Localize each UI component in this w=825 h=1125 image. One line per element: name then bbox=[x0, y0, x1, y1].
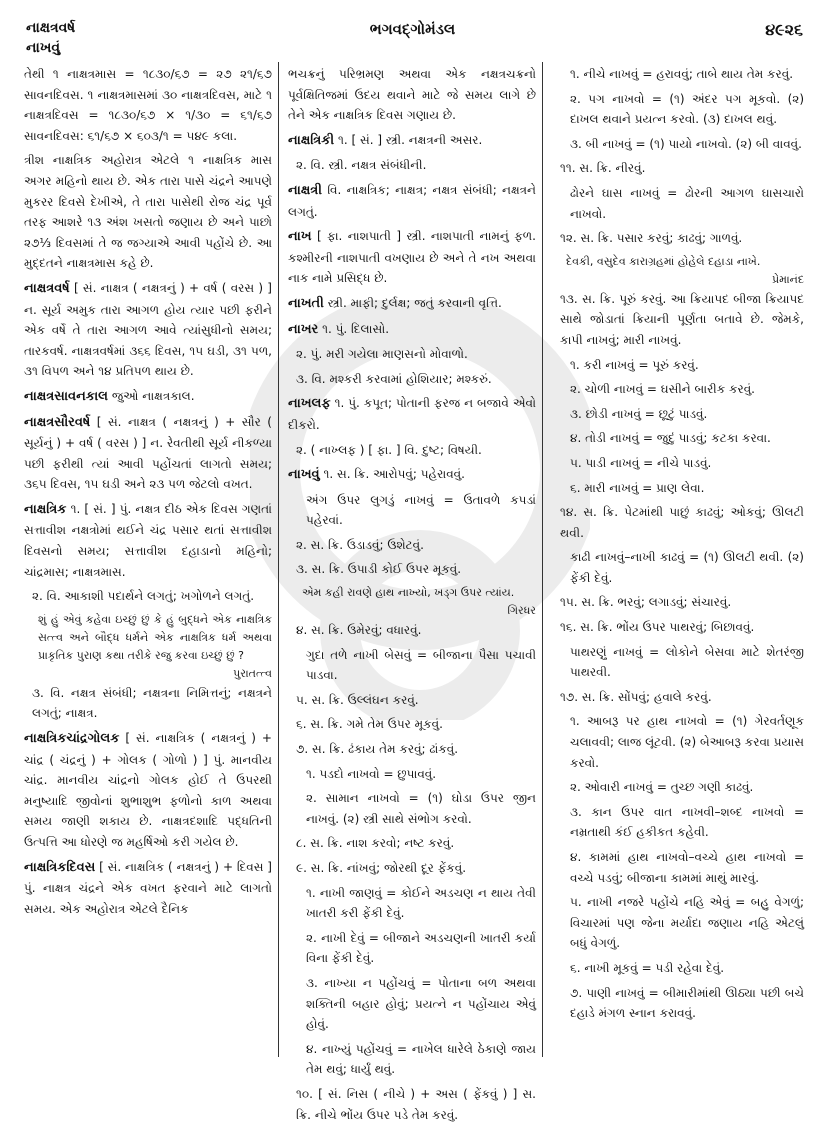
entry-idiom: ૬. મારી નાખવું = પ્રાણ લેવા. bbox=[570, 480, 705, 495]
column-divider bbox=[542, 62, 543, 1057]
entry-idiom: ૩. બી નાખવું = (૧) પાયો નાખવો. (૨) બી વાવવું. bbox=[570, 136, 802, 151]
entry-idiom: કાઢી નાખવું–નાખી કાઢવું = (૧) ઊલટી થવી. (૨) ફેંકી દેવું. bbox=[570, 550, 804, 585]
dictionary-entry bbox=[24, 386, 272, 408]
entry-sense: ૨. વિ. આકાશી પદાર્થને લગતું; ખગોળને લગતું. bbox=[32, 589, 255, 604]
entry-sense: ૨. સ. ક્રિ. ઉડાડવું; ઉશેટવું. bbox=[296, 537, 424, 552]
dictionary-entry bbox=[288, 226, 536, 289]
quote-source: પ્રેમાનંદ bbox=[772, 272, 804, 286]
entry-sense: ૨. વિ. સ્ત્રી. નક્ષત્ર સંબંધીની. bbox=[296, 158, 427, 173]
entry-idiom: ૨. પગ નાખવો = (૧) અંદર પગ મૂકવો. (૨) દાખલ થવાને પ્રયત્ન કરવો. (૩) દાખલ થવું. bbox=[570, 91, 804, 127]
quote-text: દેવકી, વસુદેવ કારાગ્રહમાં હોહેલે દહાડા નાખે. bbox=[566, 254, 761, 268]
dictionary-entry bbox=[24, 412, 272, 495]
entry-sense: ૪. સ. ક્રિ. ઉમેરવું; વધારવું. bbox=[296, 623, 422, 638]
entry-idiom: ૪. કામમાં હાથ નાખવો–વચ્ચે હાથ નાખવો = વચ્ચે પડવું; બીજાના કામમાં માથું મારવું. bbox=[570, 850, 804, 885]
entry-sense: ૬. સ. ક્રિ. ગમે તેમ ઉપર મૂકવું. bbox=[296, 717, 443, 732]
entry-sense: ૧૭. સ. ક્રિ. સોંપવું; હવાલે કરવું. bbox=[560, 689, 712, 704]
entry-sense: ૧૦. [ સં. નિસ ( નીચે ) + અસ ( ફેંકવું ) ] સ. ક્રિ. નીચે ભોંય ઉપર પડે તેમ કરવું. bbox=[296, 1086, 536, 1122]
entry-definition: જુઓ નાક્ષત્રકાલ. bbox=[111, 388, 195, 403]
entry-definition: ૧. [ સં. ] પું. નક્ષત્ર દીઠ એક દિવસ ગણતાં સત્તાવીશ નક્ષત્રોમાં થઈને ચંદ્ર પસાર થતાં સત્તાવીશ દિવસનો સમય; સત્તાવીશ દહાડાનો મહિનો; ચાંદ્રમાસ; નાક્ષત્રમાસ. bbox=[24, 501, 272, 579]
dictionary-entry bbox=[24, 728, 272, 853]
entry-idiom: ૪. તોડી નાખવું = જુદું પાડવું; કટકા કરવા. bbox=[570, 431, 771, 446]
entry-sense: ૨. પું. મરી ગયેલા માણસનો મોવાળો. bbox=[296, 347, 468, 362]
entry-idiom: ૧. કરી નાખવું = પૂરું કરવું. bbox=[570, 357, 699, 372]
entry-definition: ૧. પું. દિલાસો. bbox=[322, 321, 390, 336]
entry-continuation: તેથી ૧ નાક્ષત્રમાસ = ૧૮૩૦/૬૭ = ૨૭ ૨૧/૬૭ સાવનદિવસ. ૧ નાક્ષત્રમાસમાં ૩૦ નાક્ષત્રદિવસ, માટે ૧ નાક્ષત્રદિવસ = ૧૮૩૦/૬૭ × ૧/૩૦ = ૬૧/૬૭ સાવનદિવસ: ૬૧/૬૭ × ૬૦૩/૧ = ૫૪૯ કલા. bbox=[24, 67, 272, 143]
dictionary-entry bbox=[288, 393, 536, 435]
dictionary-entry bbox=[24, 857, 272, 920]
entry-idiom: ૩. છોડી નાખવું = છૂટું પાડવું. bbox=[570, 406, 708, 421]
column-2 bbox=[288, 64, 536, 1122]
citation-quote bbox=[288, 584, 536, 620]
entry-headword: નાક્ષત્રી bbox=[288, 182, 323, 198]
entry-sense: ૧૧. સ. ક્રિ. નીરવું. bbox=[560, 161, 646, 176]
page-header bbox=[0, 8, 825, 56]
entry-headword: નાક્ષત્રિકદિવસ bbox=[24, 859, 96, 875]
entry-headword: નાખવું bbox=[288, 467, 320, 483]
entry-idiom: ૩. નાખ્યા ન પહોંચવું = પોતાના બળ અથવા શક્તિની બહાર હોવું; પ્રયત્ને ન પહોંચાય એવું હોવું. bbox=[306, 975, 536, 1032]
entry-continuation: ત્રીશ નાક્ષત્રિક અહોરાત્ર એટલે ૧ નાક્ષત્રિક માસ અગર મહિનો થાય છે. એક તારા પાસે ચંદ્રને આપણે મુકરર દિવસે દેખીએ, તે તારા પાસેથી રોજ ચંદ્ર પૂર્વ તરફ આશરે ૧૩ અંશ ખસતો જણાય છે અને પાછો ૨૭⅓ દિવસમાં તે જ જગ્યાએ આવી પહોંચે છે. આ મુદ્દતને નાક્ષત્રમાસ કહે છે. bbox=[24, 153, 272, 271]
entry-definition: ૧. પું. કપૂત; પોતાની ફરજ ન બજાવે એવો દીકરો. bbox=[288, 396, 536, 432]
guide-word-first: નાક્ષત્રવર્ષ bbox=[26, 20, 76, 36]
entry-headword: નાખલફ bbox=[288, 396, 331, 412]
entry-headword: નાખતી bbox=[288, 295, 324, 311]
entry-sense: ૫. સ. ક્રિ. ઉલ્લંઘન કરવું. bbox=[296, 692, 419, 707]
entry-definition: [ સં. નાક્ષત્ર ( નક્ષત્રનું ) + સૌર ( સૂર્યનું ) + વર્ષ ( વરસ ) ] ન. રેવતીથી સૂર્ય નીકળ્યા પછી ફરીથી ત્યાં આવી પહોંચતાં લાગતો સમય; ૩૬૫ દિવસ, ૧૫ ઘડી અને ૨૩ પળ જેટલો વખત. bbox=[24, 414, 272, 492]
entry-definition: [ સં. નાક્ષત્રિક ( નક્ષત્રનું ) + દિવસ ] પું. નાક્ષત્ર ચંદ્રને એક વખત ફરવાને માટે લાગતો સમય. એક અહોરાત્ર એટલે દૈનિક bbox=[24, 859, 272, 916]
dictionary-entry bbox=[288, 293, 536, 315]
entry-headword: નાક્ષત્રસૌરવર્ષ bbox=[24, 414, 91, 430]
entry-sense: ૩. વિ. મશ્કરી કરવામાં હોશિયાર; મશ્કરું. bbox=[296, 371, 492, 386]
entry-idiom: ૧. આબરૂ પર હાથ નાખવો = (૧) ગેરવર્તણૂક ચલાવવી; લાજ લૂંટવી. (૨) બેઆબરૂ કરવા પ્રયાસ કરવો. bbox=[570, 714, 804, 770]
entry-continuation: ભચક્રનું પરિભ્રમણ અથવા એક નક્ષત્રચક્રનો પૂર્વક્ષિતિજમાં ઉદય થવાને માટે જે સમય લાગે છે તેને એક નાક્ષત્રિક દિવસ ગણાય છે. bbox=[288, 67, 536, 123]
entry-headword: નાક્ષત્રસાવનકાલ bbox=[24, 388, 108, 404]
dictionary-entry bbox=[288, 130, 536, 152]
entry-sense: ૩. સ. ક્રિ. ઉપાડી કોઈ ઉપર મૂકવું. bbox=[296, 562, 462, 577]
entry-sense: ૮. સ. ક્રિ. નાશ કરવો; નષ્ટ કરવું. bbox=[296, 836, 455, 851]
entry-headword: નાક્ષત્રિક bbox=[24, 501, 67, 517]
entry-definition: સ્ત્રી. માફી; દુર્લક્ષ; જતું કરવાની વૃત્તિ. bbox=[327, 295, 502, 310]
entry-idiom: ૪. નાખ્યું પહોંચવું = નાખેલ ધારેલે ઠેકાણે જાય તેમ થવું; ધાર્યું થવું. bbox=[306, 1041, 536, 1077]
entry-idiom: ૫. પાડી નાખવું = નીચે પાડવું. bbox=[570, 455, 712, 470]
entry-definition: [ ફા. નાશપાતી ] સ્ત્રી. નાશપાતી નામનું ફળ. કશ્મીરની નાશપાતી વખણાય છે અને તે નખ અથવા નાક નામે પ્રસિદ્ધ છે. bbox=[288, 229, 536, 286]
dictionary-entry bbox=[24, 499, 272, 582]
entry-definition: ૧. સ. ક્રિ. આરોપવું; પહેરાવવું. bbox=[323, 467, 465, 482]
entry-definition: ૧. [ સં. ] સ્ત્રી. નક્ષત્રની અસર. bbox=[337, 132, 483, 147]
quote-source: ગિરધર bbox=[507, 604, 536, 618]
entry-idiom: ૭. પાણી નાખવું = બીમારીમાંથી ઊઠ્યા પછી બચે દહાડે મંગળ સ્નાન કરાવવું. bbox=[570, 985, 804, 1021]
entry-idiom: ૨. સામાન નાખવો = (૧) ઘોડા ઉપર જીન નાખવું. (૨) સ્ત્રી સાથે સંભોગ કરવો. bbox=[306, 791, 536, 826]
column-3 bbox=[552, 64, 804, 1069]
dictionary-entry bbox=[24, 278, 272, 382]
page-number: ૪૯૨૬ bbox=[765, 20, 803, 39]
entry-headword: નાખર bbox=[288, 321, 319, 337]
quote-text: શું હું એવું કહેવા ઇચ્છું છું કે હું બુદ્ધને એક નાક્ષત્રિક સત્ત્વ અને બૌદ્ધ ધર્મને એક નાક્ષત્રિક ધર્મ અથવા પ્રાકૃતિક પુરાણ કથા તરીકે રજુ કરવા ઇચ્છું છું ? bbox=[38, 612, 272, 662]
entry-idiom: ૧. નીચે નાખવું = હરાવવું; તાબે થાય તેમ કરવું. bbox=[570, 67, 794, 81]
citation-quote bbox=[24, 611, 272, 683]
entry-idiom: ઢોરને ઘાસ નાખવું = ઢોરની આગળ ઘાસચારો નાખવો. bbox=[570, 185, 804, 221]
entry-definition: [ સં. નાક્ષત્ર ( નક્ષત્રનું ) + વર્ષ ( વરસ ) ] ન. સૂર્ય અમુક તારા આગળ હોય ત્યાર પછી ફરીને એક વર્ષે તે તારા આગળ આવે ત્યાંસુધીનો સમય; તારકવર્ષ. નાક્ષત્રવર્ષમાં ૩૬૬ દિવસ, ૧૫ ઘડી, ૩૧ પળ, ૩૧ વિપળ અને ૧૪ પ્રતિપળ થાય છે. bbox=[24, 280, 272, 379]
entry-sense: ૧૨. સ. ક્રિ. પસાર કરવું; કાઢવું; ગાળવું. bbox=[560, 231, 743, 246]
entry-idiom: ૨. નાખી દેવું = બીજાને અડચણની ખાતરી કર્યા વિના ફેંકી દેવું. bbox=[306, 930, 536, 966]
entry-sense: ૩. વિ. નક્ષત્ર સંબંધી; નક્ષત્રના નિમિત્તનું; નક્ષત્રને લગતું; નાક્ષત્ર. bbox=[32, 685, 272, 721]
quote-source: પુરાતત્ત્વ bbox=[233, 666, 272, 680]
entry-sense: ૨. ( નાખ્લફ ) [ ફા. ] વિ. દુષ્ટ; વિષયી. bbox=[296, 442, 482, 457]
entry-sense: ૯. સ. ક્રિ. નાંખવું; જોરથી દૂર ફેંકવું. bbox=[296, 861, 467, 875]
entry-sense: ૧૩. સ. ક્રિ. પૂરું કરવું. આ ક્રિયાપદ બીજા ક્રિયાપદ સાથે જોડાતાં ક્રિયાની પૂર્ણતા બતાવે છે. જેમકે, કાપી નાખવું; મારી નાખવું. bbox=[560, 291, 804, 347]
entry-idiom: ૧. પડદો નાખવો = છુપાવવું. bbox=[306, 766, 437, 781]
book-title: ભગવદ્ગોમંડલ bbox=[369, 20, 456, 38]
column-divider bbox=[278, 62, 279, 1057]
entry-idiom: પાથરણું નાખવું = લોકોને બેસવા માટે શેતરંજી પાથરવી. bbox=[570, 644, 804, 680]
column-1 bbox=[24, 64, 272, 1069]
quote-text: એમ કહી રાવણે હાથ નાખ્યો, ખડ્ગ ઉપર ત્યાંય. bbox=[302, 586, 515, 600]
dictionary-entry bbox=[288, 464, 536, 486]
entry-headword: નાક્ષત્રિકચાંદ્રગોલક bbox=[24, 731, 120, 747]
entry-headword: નાખ bbox=[288, 229, 312, 245]
entry-idiom: ગુદા તળે નાખી બેસવું = બીજાના પૈસા પચાવી પાડવા. bbox=[306, 647, 536, 683]
citation-quote bbox=[552, 253, 804, 289]
entry-idiom: ૫. નાખી નજરે પહોંચે નહિ એવું = બહુ વેગળું; વિચારમાં પણ જેના મર્યાદા જણાય નહિ એટલું બધું વેગળું. bbox=[570, 895, 804, 951]
dictionary-entry bbox=[288, 180, 536, 222]
entry-idiom: ૬. નાખી મૂકવું = પડી રહેવા દેવું. bbox=[570, 960, 725, 975]
entry-idiom: ૨. ચોળી નાખવું = ઘસીને બારીક કરવું. bbox=[570, 382, 755, 397]
entry-sense: ૧૬. સ. ક્રિ. ભોંય ઉપર પાથરવું; બિછાવવું. bbox=[560, 620, 755, 635]
entry-idiom: અંગ ઉપર લુગડું નાખવું = ઉતાવળે કપડાં પહેરવાં. bbox=[306, 492, 536, 528]
entry-sense: ૧૪. સ. ક્રિ. પેટમાંથી પાછું કાઢવું; ઓકવું; ઊલટી થવી. bbox=[560, 505, 804, 540]
entry-idiom: ૩. કાન ઉપર વાત નાખવી–શબ્દ નાખવો = નમ્રતાથી કંઈ હકીકત કહેવી. bbox=[570, 804, 804, 840]
entry-sense: ૧૫. સ. ક્રિ. ભરવું; લગાડવું; સંચારવું. bbox=[560, 595, 732, 610]
entry-definition: [ સં. નાક્ષત્રિક ( નક્ષત્રનું ) + ચાંદ્ર ( ચંદ્રનું ) + ગોલક ( ગોળો ) ] પું. માનવીય ચાંદ્ર. માનવીય ચાંદ્રનો ગોલક હોઈ તે ઉપરથી મનુષ્યાદિ જીવોનાં શુભાશુભ ફળોનો કાળ અથવા સમય જાણી શકાય છે. નાક્ષત્રદશાદિ પદ્ધતિની ઉત્પત્તિ આ ધોરણે જ મહર્ષિઓ કરી ગયેલ છે. bbox=[24, 731, 272, 849]
entry-idiom: ૧. નાખી જાણવું = કોઈને અડચણ ન થાય તેવી ખાતરી કરી ફેંકી દેવું. bbox=[306, 885, 536, 921]
entry-idiom: ૨. ઓવારી નાખવું = તુચ્છ ગણી કાઢવું. bbox=[570, 780, 754, 795]
guide-word-last: નાખવું bbox=[26, 40, 61, 56]
entry-definition: વિ. નાક્ષત્રિક; નાક્ષત્ર; નક્ષત્ર સંબંધી; નક્ષત્રને લગતું. bbox=[288, 182, 536, 219]
entry-headword: નાક્ષત્રવર્ષ bbox=[24, 280, 70, 296]
entry-headword: નાક્ષત્રિકી bbox=[288, 132, 335, 148]
dictionary-entry bbox=[288, 319, 536, 341]
entry-sense: ૭. સ. ક્રિ. ઢંકાય તેમ કરવું; ઢાંકવું. bbox=[296, 742, 459, 757]
